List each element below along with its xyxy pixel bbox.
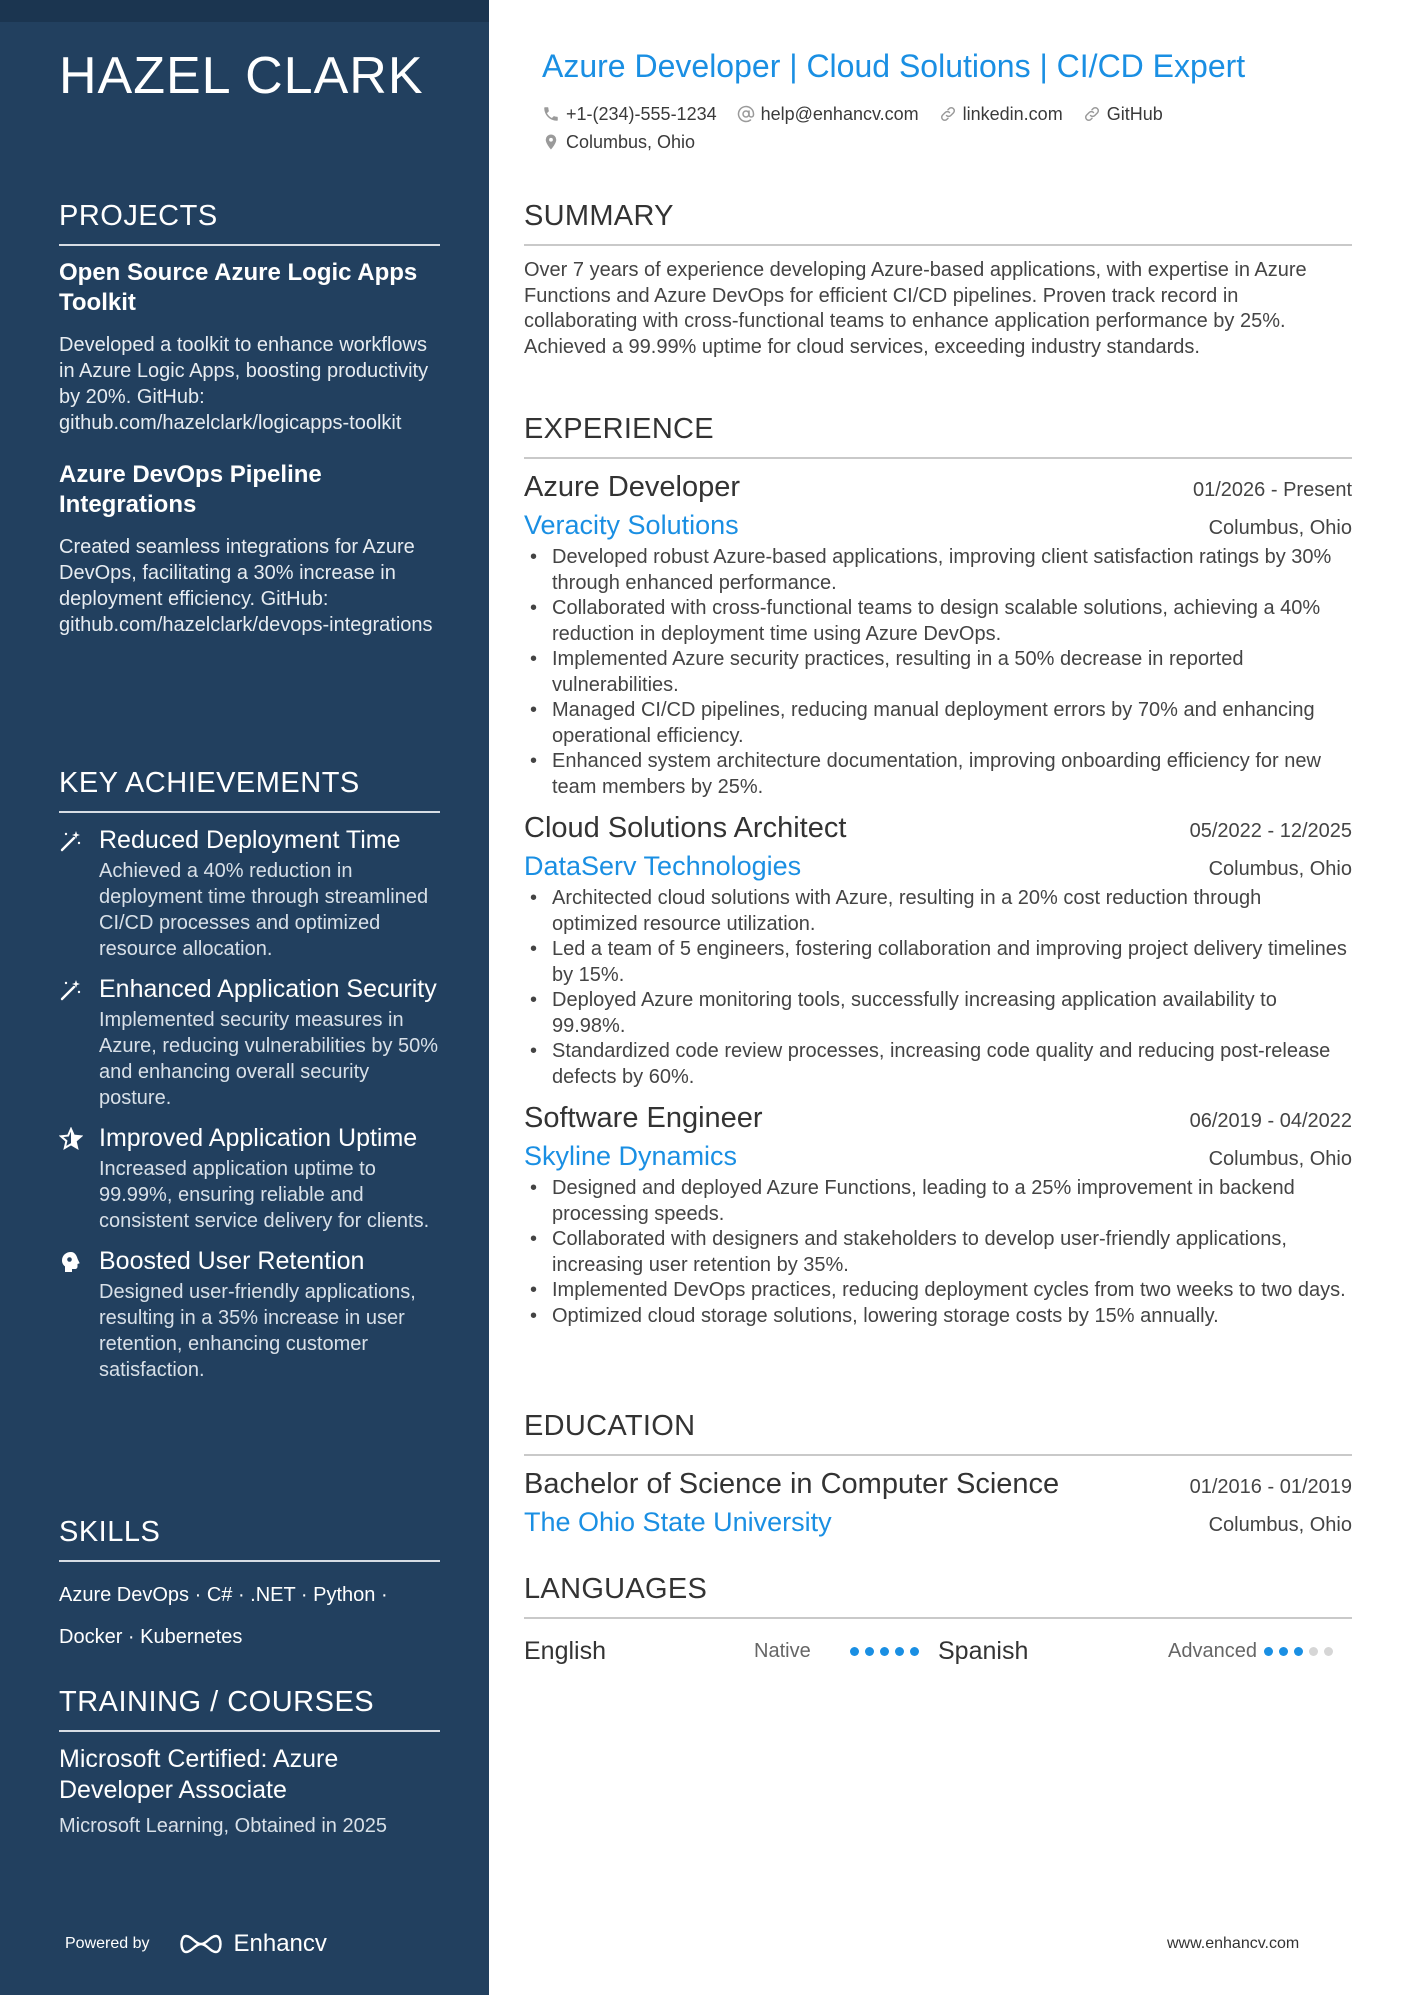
contact-phone[interactable] <box>542 104 717 125</box>
education-section <box>524 1410 1352 1550</box>
footer-url[interactable]: www.enhancv.com <box>1167 1935 1300 1952</box>
proficiency-dot-empty <box>1309 1647 1318 1656</box>
language-level: Advanced <box>1168 1639 1257 1662</box>
project-title: Open Source Azure Logic Apps Toolkit <box>59 259 418 316</box>
education-entry <box>524 1468 1352 1538</box>
job-title: Cloud Solutions Architect <box>524 812 847 844</box>
project-item <box>59 460 440 638</box>
job-location: Columbus, Ohio <box>1208 858 1352 880</box>
powered-by <box>65 1930 327 1958</box>
link-icon <box>939 105 957 123</box>
proficiency-dot-filled <box>895 1647 904 1656</box>
project-description: Developed a toolkit to enhance workflows in Azure Logic Apps, boosting productivity by 20%. GitHub: github.com/hazelclark/logicapps-toolkit <box>59 334 429 434</box>
job-bullets <box>524 545 1352 800</box>
job-bullet: • Collaborated with designers and stakeholders to develop user-friendly applications, increasing user retention by 35%. <box>552 1227 1352 1278</box>
link-icon <box>1083 105 1101 123</box>
job-location: Columbus, Ohio <box>1208 1148 1352 1170</box>
job-bullet: • Led a team of 5 engineers, fostering collaboration and improving project delivery timelines by 15%. <box>552 937 1352 988</box>
training-section <box>59 1686 440 1840</box>
achievement-description: Implemented security measures in Azure, reducing vulnerabilities by 50% and enhancing overall security posture. <box>99 1009 439 1109</box>
summary-section <box>524 200 1352 360</box>
job-date: 01/2026 - Present <box>1193 479 1352 501</box>
contact-row <box>542 128 1322 156</box>
job-title: Azure Developer <box>524 471 740 503</box>
magic-wand-icon <box>59 825 99 962</box>
job-bullet: • Collaborated with cross-functional teams to design scalable solutions, achieving a 40% reduction in deployment time using Azure DevOps. <box>552 596 1352 647</box>
achievement-item <box>59 825 440 962</box>
training-title: TRAINING / COURSES <box>59 1686 440 1732</box>
location-text: Columbus, Ohio <box>566 131 696 152</box>
projects-section <box>59 200 440 662</box>
achievement-description: Increased application uptime to 99.99%, ensuring reliable and consistent service delivery for clients. <box>99 1158 430 1232</box>
linkedin-text: linkedin.com <box>962 103 1063 124</box>
candidate-name: HAZEL CLARK <box>59 47 424 105</box>
proficiency-dot-filled <box>1279 1647 1288 1656</box>
language-item <box>938 1637 1352 1666</box>
skills-list <box>59 1574 440 1658</box>
job-entry <box>524 1102 1352 1329</box>
contact-row <box>542 100 1322 128</box>
project-item <box>59 258 440 436</box>
job-bullet: • Deployed Azure monitoring tools, successfully increasing application availability to 99.98%. <box>552 988 1352 1039</box>
achievements-title: KEY ACHIEVEMENTS <box>59 767 440 813</box>
job-bullet: • Implemented Azure security practices, resulting in a 50% decrease in reported vulnerabilities. <box>552 647 1352 698</box>
languages-title: LANGUAGES <box>524 1573 1352 1619</box>
course-subtitle: Microsoft Learning, Obtained in 2025 <box>59 1815 387 1837</box>
contact-info <box>542 100 1322 156</box>
achievement-description: Designed user-friendly applications, resulting in a 35% increase in user retention, enhancing customer satisfaction. <box>99 1281 416 1381</box>
experience-title: EXPERIENCE <box>524 413 1352 459</box>
education-date: 01/2016 - 01/2019 <box>1189 1476 1352 1498</box>
proficiency-dot-filled <box>1264 1647 1273 1656</box>
job-bullet: • Standardized code review processes, increasing code quality and reducing post-release defects by 60%. <box>552 1039 1352 1090</box>
enhancv-logo[interactable] <box>178 1930 327 1958</box>
summary-title: SUMMARY <box>524 200 1352 246</box>
job-bullets <box>524 886 1352 1090</box>
proficiency-dot-filled <box>1294 1647 1303 1656</box>
skills-line: Azure DevOps · C# · .NET · Python · <box>59 1584 388 1606</box>
skills-title: SKILLS <box>59 1516 440 1562</box>
proficiency-dot-filled <box>910 1647 919 1656</box>
proficiency-dot-filled <box>880 1647 889 1656</box>
language-level: Native <box>754 1639 811 1662</box>
github-text: GitHub <box>1106 103 1163 124</box>
achievements-section <box>59 767 440 1395</box>
job-entry <box>524 471 1352 800</box>
language-proficiency-dots <box>850 1647 925 1656</box>
magic-wand-icon <box>59 974 99 1111</box>
phone-text: +1-(234)-555-1234 <box>566 103 717 124</box>
job-date: 06/2019 - 04/2022 <box>1189 1110 1352 1132</box>
job-bullets <box>524 1176 1352 1329</box>
achievement-title: Improved Application Uptime <box>99 1124 418 1152</box>
powered-by-label: Powered by <box>65 1935 150 1952</box>
languages-section <box>524 1573 1352 1671</box>
job-entry <box>524 812 1352 1090</box>
language-name: Spanish <box>938 1636 1029 1665</box>
job-bullet: • Managed CI/CD pipelines, reducing manual deployment errors by 70% and enhancing operational efficiency. <box>552 698 1352 749</box>
achievement-item <box>59 1246 440 1383</box>
education-location: Columbus, Ohio <box>1208 1514 1352 1536</box>
achievement-description: Achieved a 40% reduction in deployment time through streamlined CI/CD processes and optimized resource allocation. <box>99 860 429 960</box>
headline: Azure Developer | Cloud Solutions | CI/CD Expert <box>542 48 1246 84</box>
project-title: Azure DevOps Pipeline Integrations <box>59 461 322 518</box>
proficiency-dot-empty <box>1324 1647 1333 1656</box>
job-bullet: • Designed and deployed Azure Functions, leading to a 25% improvement in backend processing speeds. <box>552 1176 1352 1227</box>
job-bullet: • Implemented DevOps practices, reducing deployment cycles from two weeks to two days. <box>552 1278 1352 1304</box>
contact-email[interactable] <box>737 104 919 125</box>
star-icon <box>59 1123 99 1234</box>
job-date: 05/2022 - 12/2025 <box>1189 820 1352 842</box>
job-location: Columbus, Ohio <box>1208 517 1352 539</box>
achievement-item <box>59 974 440 1111</box>
contact-github[interactable] <box>1083 104 1163 125</box>
enhancv-logo-icon <box>178 1932 224 1956</box>
job-bullet: • Optimized cloud storage solutions, lowering storage costs by 15% annually. <box>552 1304 1352 1330</box>
job-title: Software Engineer <box>524 1102 763 1134</box>
proficiency-dot-filled <box>850 1647 859 1656</box>
skills-line: Docker · Kubernetes <box>59 1626 243 1648</box>
proficiency-dot-filled <box>865 1647 874 1656</box>
location-pin-icon <box>542 133 560 151</box>
summary-text: Over 7 years of experience developing Azure-based applications, with expertise in Azure Functions and Azure DevOps for efficient CI/CD pipelines. Proven track record in collaborating with cross-functional teams to enhance application performance by 25%. Achieved a 99.99% uptime for cloud services, exceeding industry standards. <box>524 259 1307 358</box>
project-description: Created seamless integrations for Azure DevOps, facilitating a 30% increase in deployment efficiency. GitHub: github.com/hazelclark/devops-integrations <box>59 536 433 636</box>
degree-title: Bachelor of Science in Computer Science <box>524 1468 1060 1500</box>
phone-icon <box>542 105 560 123</box>
sidebar <box>0 0 489 1995</box>
education-title: EDUCATION <box>524 1410 1352 1456</box>
job-bullet: • Enhanced system architecture documentation, improving onboarding efficiency for new team members by 25%. <box>552 749 1352 800</box>
job-company: Skyline Dynamics <box>524 1141 738 1171</box>
skills-section <box>59 1516 440 1658</box>
language-item <box>524 1637 938 1666</box>
projects-title: PROJECTS <box>59 200 440 246</box>
at-sign-icon <box>737 105 755 123</box>
job-company: Veracity Solutions <box>524 510 739 540</box>
experience-section <box>524 413 1352 1341</box>
job-bullet: • Developed robust Azure-based applications, improving client satisfaction ratings by 30% through enhanced performance. <box>552 545 1352 596</box>
achievement-title: Boosted User Retention <box>99 1247 365 1275</box>
language-name: English <box>524 1636 606 1665</box>
contact-linkedin[interactable] <box>939 104 1063 125</box>
enhancv-brand-text: Enhancv <box>233 1930 327 1957</box>
achievement-item <box>59 1123 440 1234</box>
email-text: help@enhancv.com <box>760 103 919 124</box>
school-name: The Ohio State University <box>524 1507 832 1537</box>
brain-icon <box>59 1246 99 1383</box>
sidebar-top-band <box>0 0 489 22</box>
contact-location <box>542 132 695 153</box>
achievement-title: Enhanced Application Security <box>99 975 437 1003</box>
languages-list <box>524 1631 1352 1671</box>
job-company: DataServ Technologies <box>524 851 802 881</box>
course-title: Microsoft Certified: Azure Developer Associate <box>59 1745 339 1804</box>
achievement-title: Reduced Deployment Time <box>99 826 401 854</box>
language-proficiency-dots <box>1264 1647 1339 1656</box>
job-bullet: • Architected cloud solutions with Azure, resulting in a 20% cost reduction through optimized resource utilization. <box>552 886 1352 937</box>
